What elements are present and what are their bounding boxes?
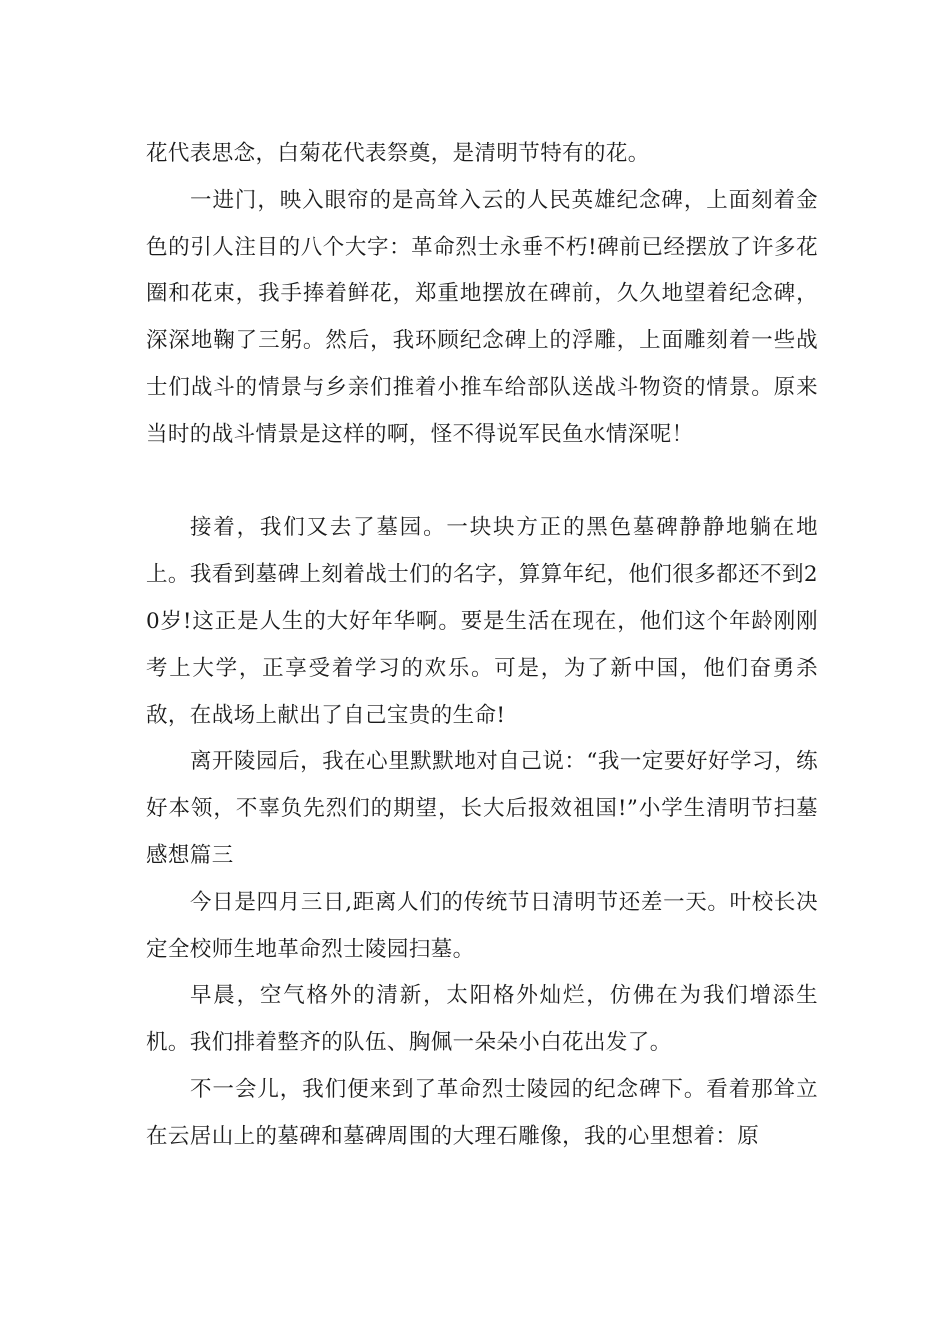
paragraph-5: 今日是四月三日,距离人们的传统节日清明节还差一天。叶校长决定全校师生地革命烈士陵园扫墓。: [146, 889, 818, 962]
paragraph-4: 离开陵园后，我在心里默默地对自己说：“我一定要好好学习，练好本领，不辜负先烈们的期望，长大后报效祖国!”小学生清明节扫墓感想篇三: [146, 749, 818, 868]
paragraph-2: 一进门，映入眼帘的是高耸入云的人民英雄纪念碑，上面刻着金色的引人注目的八个大字：革命烈士永垂不朽!碑前已经摆放了许多花圈和花束，我手捧着鲜花，郑重地摆放在碑前，久久地望着纪念碑，深深地鞠了三躬。然后，我环顾纪念碑上的浮雕，上面雕刻着一些战士们战斗的情景与乡亲们推着小推车给部队送战斗物资的情景。原来当时的战斗情景是这样的啊，怪不得说军民鱼水情深呢！: [146, 187, 818, 447]
paragraph-7: 不一会儿，我们便来到了革命烈士陵园的纪念碑下。看着那耸立在云居山上的墓碑和墓碑周围的大理石雕像，我的心里想着：原: [146, 1076, 818, 1149]
body-text: [146, 131, 818, 1161]
paragraph-1: 花代表思念，白菊花代表祭奠，是清明节特有的花。: [146, 141, 650, 166]
paragraph-spacer: [146, 459, 818, 506]
paragraph-3: 接着，我们又去了墓园。一块块方正的黑色墓碑静静地躺在地上。我看到墓碑上刻着战士们的名字，算算年纪，他们很多都还不到20岁!这正是人生的大好年华啊。要是生活在现在，他们这个年龄刚刚考上大学，正享受着学习的欢乐。可是，为了新中国，他们奋勇杀敌，在战场上献出了自己宝贵的生命!: [146, 515, 818, 728]
paragraph-6: 早晨，空气格外的清新，太阳格外灿烂，仿佛在为我们增添生机。我们排着整齐的队伍、胸佩一朵朵小白花出发了。: [146, 983, 818, 1056]
